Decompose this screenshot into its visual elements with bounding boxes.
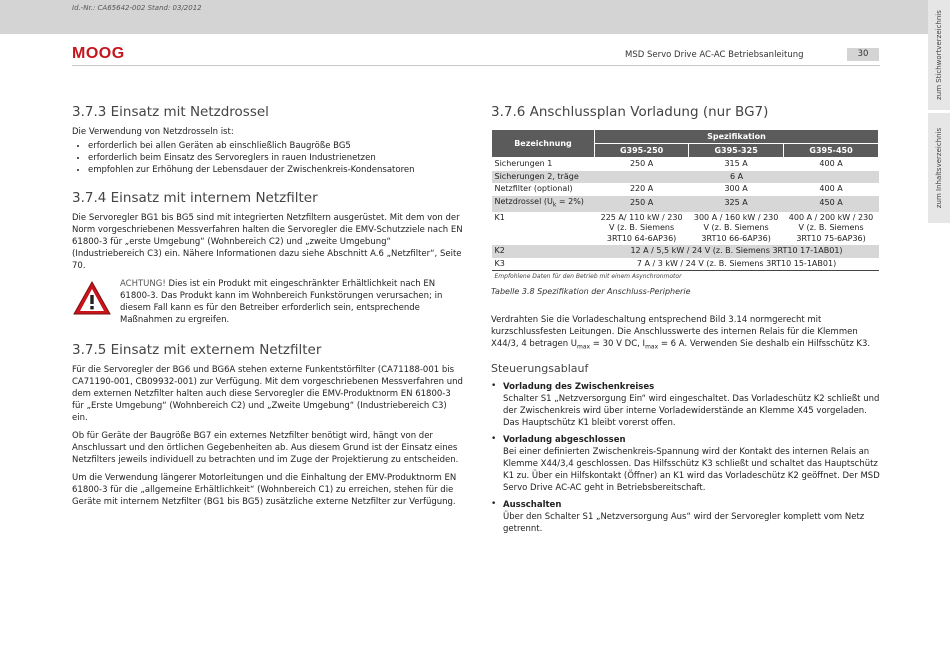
warning-text bbox=[120, 278, 464, 326]
warning-icon bbox=[72, 280, 112, 316]
table-row bbox=[492, 183, 879, 196]
step-title: • Ausschalten bbox=[503, 500, 562, 511]
wiring-sub-1: max bbox=[577, 343, 591, 351]
table-cell: 250 A bbox=[629, 159, 654, 168]
column-header-spezifikation: Spezifikation bbox=[595, 130, 879, 144]
section-3-7-3-intro: Die Verwendung von Netzdrosseln ist: bbox=[72, 127, 234, 137]
netzdrossel-subscript: k bbox=[552, 201, 557, 209]
right-column bbox=[491, 104, 881, 540]
side-tab-index[interactable] bbox=[928, 0, 950, 110]
side-tab-index-label: zum Stichwortverzeichnis bbox=[935, 10, 943, 100]
table-cell: Netzfilter (optional) bbox=[494, 184, 573, 193]
list-item bbox=[491, 434, 881, 494]
table-cell bbox=[492, 196, 595, 212]
table-row bbox=[492, 171, 879, 184]
list-item: • erforderlich beim Einsatz des Servoreglers in rauen Industrienetzen bbox=[88, 152, 464, 164]
header-divider bbox=[72, 65, 880, 66]
step-text: Schalter S1 „Netzversorgung Ein“ wird eingeschaltet. Das Vorladeschütz K2 schließt und der Zwischenkreis wird über interne Vorladewiderstände an Klemme X45 vorgeladen. Das Hauptschütz K1 bleibt vorerst offen. bbox=[503, 394, 880, 429]
table-caption: Tabelle 3.8 Spezifikation der Anschluss-Peripherie bbox=[491, 286, 691, 296]
table-cell: 315 A bbox=[724, 159, 748, 168]
table-row bbox=[492, 258, 879, 271]
section-3-7-5-heading: 3.7.5 Einsatz mit externem Netzfilter bbox=[72, 342, 322, 358]
section-3-7-3-heading: 3.7.3 Einsatz mit Netzdrossel bbox=[72, 104, 269, 120]
list-item: • empfohlen zur Erhöhung der Lebensdauer der Zwischenkreis-Kondensatoren bbox=[88, 164, 464, 176]
side-tab-contents[interactable] bbox=[928, 113, 950, 223]
table-cell: 6 A bbox=[595, 171, 879, 184]
table-cell: 220 A bbox=[629, 184, 654, 193]
step-text: Über den Schalter S1 „Netzversorgung Aus“ wird der Servoregler komplett vom Netz getrennt. bbox=[503, 512, 865, 535]
table-row bbox=[492, 245, 879, 258]
table-cell: 450 A bbox=[784, 196, 879, 212]
page-number: 30 bbox=[847, 48, 879, 61]
section-3-7-4-heading: 3.7.4 Einsatz mit internem Netzfilter bbox=[72, 190, 318, 206]
section-3-7-5-paragraph-2: Ob für Geräte der Baugröße BG7 ein externes Netzfilter benötigt wird, hängt von der Anschlussart und den örtlichen Gegebenheiten ab. Aus diesem Grund ist der Einsatz eines Netzfilters jeweils individuell zu betrachten und im Zuge der Projektierung zu entscheiden. bbox=[72, 431, 459, 465]
top-bar bbox=[0, 0, 928, 34]
left-column bbox=[72, 104, 464, 508]
step-text: Bei einer definierten Zwischenkreis-Spannung wird der Kontakt des internen Relais an Klemme X44/3,4 geschlossen. Das Hilfsschütz K3 schließt und schaltet das Hauptschütz K1 zu. Über ein Hilfskontakt (Öffner) an K1 wird das Vorladeschütz K2 geöffnet. Der MSD Servo Drive AC-AC geht in Betriebsbereitschaft. bbox=[503, 447, 880, 494]
specification-table bbox=[491, 129, 879, 284]
column-header-g395-250: G395-250 bbox=[595, 144, 689, 158]
column-header-bezeichnung: Bezeichnung bbox=[492, 130, 595, 158]
table-cell: 325 A bbox=[689, 196, 784, 212]
section-3-7-5-paragraph-3: Um die Verwendung längerer Motorleitungen und die Einhaltung der EMV-Produktnorm EN 61800-3 für die „allgemeine Erhältlichkeit“ (Wohnbereich C1) zu erreichen, stehen für die Geräte mit internem Netzfilter (BG1 bis BG5) zusätzliche externe Netzfilter zur Verfügung. bbox=[72, 473, 457, 507]
warning-message: Dies ist ein Produkt mit eingeschränkter Erhältlichkeit nach EN 61800-3. Das Produkt kann im Wohnbereich Funkstörungen verursachen; in diesem Fall kann es für den Betreiber erforderlich sein, entsprechende Maßnahmen zu ergreifen. bbox=[120, 279, 443, 325]
table-cell: K2 bbox=[492, 245, 595, 258]
manual-title: MSD Servo Drive AC-AC Betriebsanleitung bbox=[625, 50, 804, 60]
table-footnote: Empfohlene Daten für den Betrieb mit einem Asynchronmotor bbox=[492, 271, 879, 284]
wiring-text-c: = 6 A. Verwenden Sie deshalb ein Hilfsschütz K3. bbox=[658, 338, 871, 349]
list-item bbox=[491, 381, 881, 429]
table-cell: K3 bbox=[494, 258, 505, 268]
table-footnote-row bbox=[492, 271, 879, 284]
section-3-7-6-heading: 3.7.6 Anschlussplan Vorladung (nur BG7) bbox=[491, 104, 769, 120]
table-cell: K1 bbox=[494, 212, 505, 222]
table-cell: Sicherungen 2, träge bbox=[492, 171, 595, 184]
table-cell: 7 A / 3 kW / 24 V (z. B. Siemens 3RT10 15-1AB01) bbox=[636, 258, 837, 268]
table-row bbox=[492, 196, 879, 212]
table-cell: 250 A bbox=[595, 196, 689, 212]
wiring-text-b: = 30 V DC, I bbox=[590, 338, 646, 349]
table-cell: 12 A / 5,5 kW / 24 V (z. B. Siemens 3RT10 17-1AB01) bbox=[595, 245, 879, 258]
wiring-text-a: Verdrahten Sie die Vorladeschaltung entsprechend Bild 3.14 normgerecht mit kurzschlussfesten Leitungen. Die Anschlusswerte des internen Relais für die Klemmen X44/3, 4 betragen U bbox=[491, 314, 858, 349]
warning-box bbox=[72, 278, 464, 326]
list-item: • erforderlich bei allen Geräten ab einschließlich Baugröße BG5 bbox=[88, 140, 464, 152]
table-cell: 300 A bbox=[724, 184, 748, 193]
table-row bbox=[492, 158, 879, 171]
netzdrossel-label-end: = 2%) bbox=[556, 196, 584, 206]
control-sequence-list bbox=[491, 381, 881, 535]
step-title: • Vorladung des Zwischenkreises bbox=[503, 382, 655, 393]
warning-label: ACHTUNG! bbox=[120, 279, 166, 289]
moog-logo: MOOG bbox=[72, 45, 125, 62]
control-sequence-heading: Steuerungsablauf bbox=[491, 362, 589, 376]
list-item bbox=[491, 499, 881, 535]
table-cell: 400 A bbox=[819, 184, 843, 193]
table-cell: 300 A / 160 kW / 230 V (z. B. Siemens 3RT10 66-6AP36) bbox=[693, 212, 779, 243]
section-3-7-5-paragraph-1: Für die Servoregler der BG6 und BG6A stehen externe Funkentstörfilter (CA71188-001 bis CA71190-001, CB09932-001) zur Verfügung. Mit dem vorgeschriebenen Messverfahren und dem externen Netzfilter halten auch diese Servoregler die EMV-Produktnorm EN 61800-3 für „Erste Umgebung“ (Wohnbereich C2) und „Zweite Umgebung“ (Industriebereich C3) ein. bbox=[72, 365, 463, 423]
table-cell: 400 A bbox=[819, 159, 843, 168]
document-id: Id.-Nr.: CA65642-002 Stand: 03/2012 bbox=[72, 4, 202, 12]
column-header-g395-325: G395-325 bbox=[689, 144, 784, 158]
step-title: • Vorladung abgeschlossen bbox=[503, 435, 626, 446]
table-cell: Sicherungen 1 bbox=[494, 159, 553, 168]
wiring-paragraph bbox=[491, 314, 881, 354]
section-3-7-3-list bbox=[72, 140, 464, 176]
netzdrossel-label: Netzdrossel (U bbox=[494, 196, 553, 206]
wiring-sub-2: max bbox=[645, 343, 659, 351]
table-cell: 400 A / 200 kW / 230 V (z. B. Siemens 3RT10 75-6AP36) bbox=[788, 212, 874, 243]
section-3-7-4-body: Die Servoregler BG1 bis BG5 sind mit integrierten Netzfiltern ausgerüstet. Mit dem von der Norm vorgeschriebenen Messverfahren halten die Servoregler die EMV-Schutzziele nach EN 61800-3 für „erste Umgebung“ (Wohnbereich C2) und „zweite Umgebung“ (Industriebereich C3) ein. Nähere Informationen dazu siehe Abschnitt A.6 „Netzfilter“, Seite 70. bbox=[72, 213, 463, 271]
side-tab-contents-label: zum Inhaltsverzeichnis bbox=[935, 127, 943, 209]
table-row bbox=[492, 212, 879, 246]
column-header-g395-450: G395-450 bbox=[784, 144, 879, 158]
table-cell: 225 A/ 110 kW / 230 V (z. B. Siemens 3RT10 64-6AP36) bbox=[600, 212, 683, 243]
